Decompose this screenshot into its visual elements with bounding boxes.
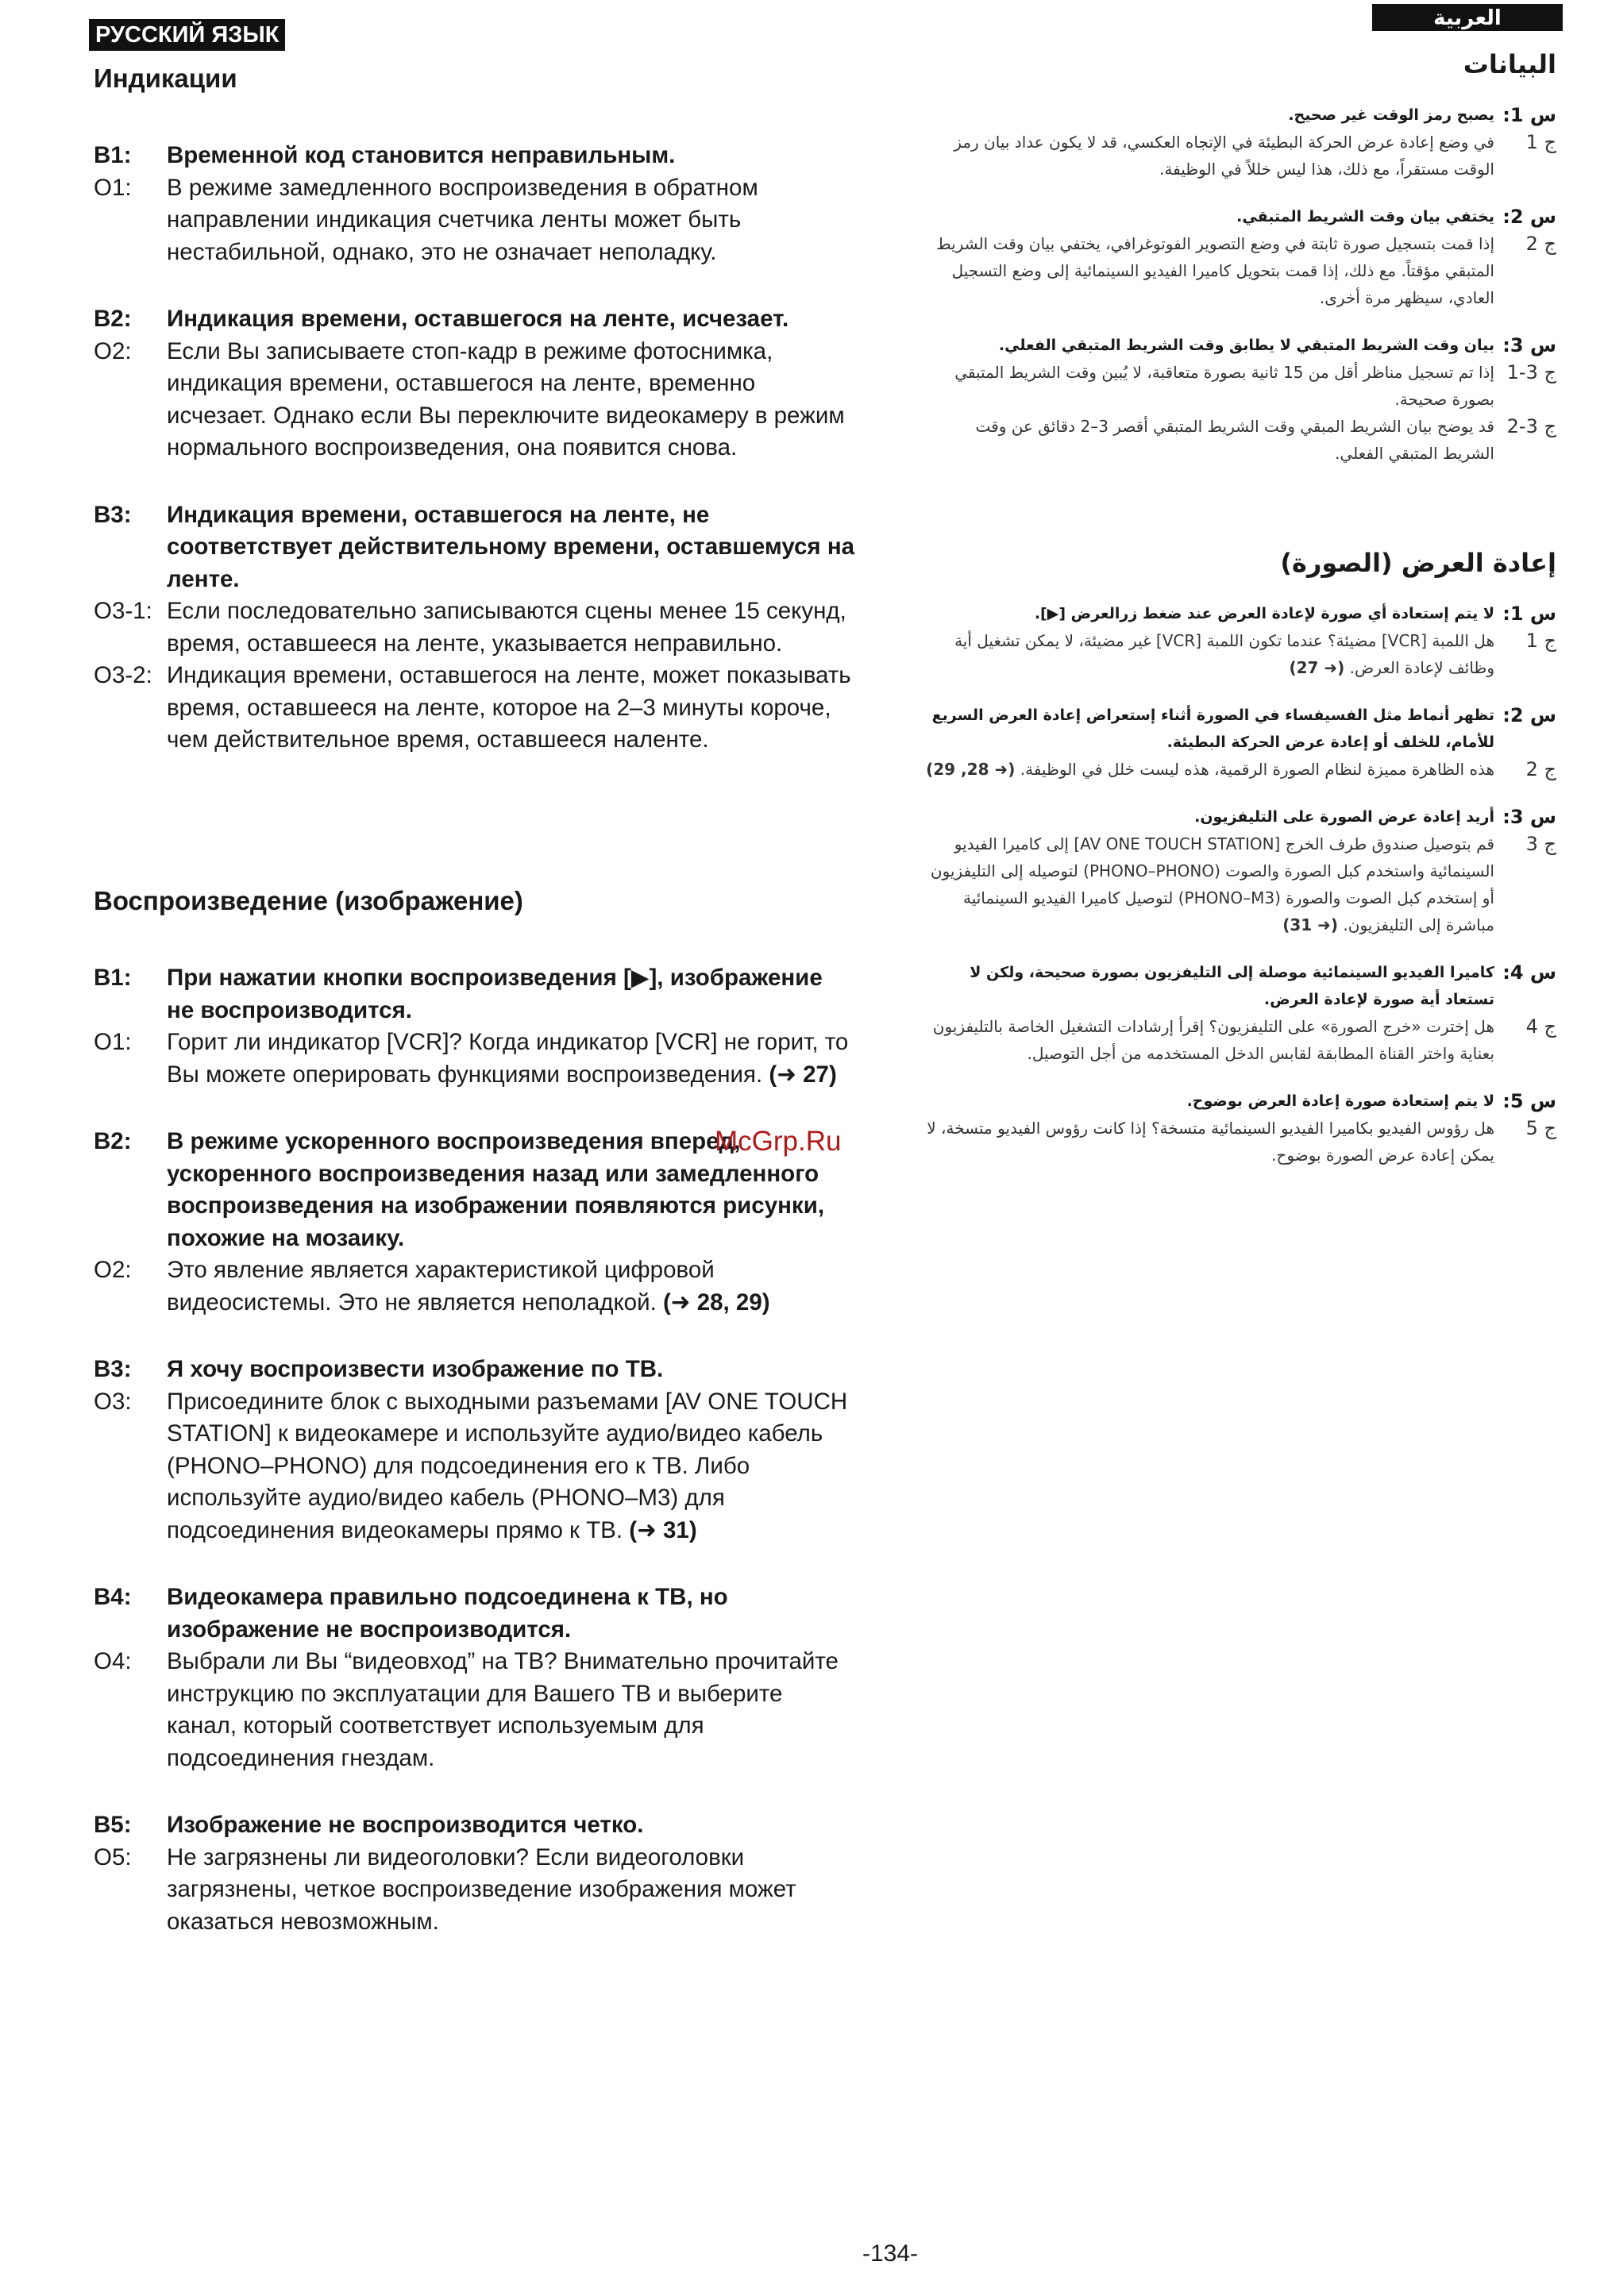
answer-label: О2: [94,337,132,364]
answer-label: ج 3-2 [1506,415,1556,437]
answer-text: هل اللمبة [VCR] مضيئة؟ عندما تكون اللمبة [VCR] غير مضيئة، لا يمكن تشغيل أية وظائف لإعادة العرض. [954,631,1494,677]
answer-label: ج 2 [1525,233,1556,255]
answer-label: О5: [94,1843,132,1870]
answer-label: ج 1 [1525,630,1556,652]
qa-item [94,962,856,1091]
section-title: البيانات [1463,49,1556,79]
page-reference: (➜ 27) [769,1061,837,1088]
answer-text: Это явление является характеристикой цифровой видеосистемы. Это не является неполадкой. [167,1257,715,1316]
answer-text: هل إخترت «خرج الصورة» على التليفزيون؟ إقرأ إرشادات التشغيل الخاصة بالتليفزيون بعناية واختر القناة المطابقة لقابس الدخل المستخدمه من أجل التوصيل. [932,1017,1494,1063]
question-label: В1: [94,965,132,991]
page-reference: (➜ 31) [1282,915,1339,934]
answer-label: ج 3-1 [1506,361,1556,383]
question-text: В режиме ускоренного воспроизведения вперед, ускоренного воспроизведения назад или замедленного воспроизведения на изображении появляются рисунки, похожие на мозаику. [167,1128,825,1251]
answer-label: О1: [94,1029,132,1055]
qa-item [921,102,1556,183]
ru-section-indications [94,64,856,792]
question-text: Я хочу воспроизвести изображение по ТВ. [167,1356,664,1382]
language-tab-arabic: العربية [1372,4,1563,31]
question-label: س 1: [1502,603,1556,625]
answer-text: في وضع إعادة عرض الحركة البطيئة في الإتجاه العكسي، قد لا يكون عداد بيان رمز الوقت مستقراً، مع ذلك، هذا ليس خللاً في الوظيفة. [954,133,1494,179]
question-label: В5: [94,1812,132,1838]
page-reference: (➜ 27) [1289,658,1345,677]
page-reference: (➜ 28, 29) [926,760,1016,779]
answer-label: О3-2: [94,662,152,688]
answer-label: О2: [94,1257,132,1283]
ar-section-indications [921,49,1556,487]
ru-section-playback [94,886,856,1973]
page-reference: (➜ 28, 29) [662,1289,770,1316]
qa-item [94,303,856,464]
question-label: س 4: [1502,961,1556,984]
answer-text: В режиме замедленного воспроизведения в обратном направлении индикация счетчика ленты может быть нестабильной, однако, это не означает неполадку. [167,174,758,265]
question-label: В3: [94,1356,132,1382]
question-text: لا يتم إستعادة صورة إعادة العرض بوضوح. [1186,1092,1494,1110]
question-label: В2: [94,306,132,332]
question-text: Индикация времени, оставшегося на ленте, исчезает. [167,306,789,332]
answer-text: قم بتوصيل صندوق طرف الخرج [AV ONE TOUCH STATION] إلى كاميرا الفيديو السينمائية واستخدم كبل الصورة والصوت (PHONO–PHONO) لتوصيله إلى التليفزيون أو إستخدم كبل الصوت والصورة (PHONO–M3) لتوصيل كاميرا الفيديو السينمائية مباشرة إلى التليفزيون. [930,834,1494,934]
qa-item [921,1088,1556,1169]
qa-item [921,803,1556,938]
section-title: Воспроизведение (изображение) [94,886,523,915]
answer-label: О3: [94,1388,132,1415]
question-text: Изображение не воспроизводится четко. [167,1812,644,1838]
answer-label: О4: [94,1648,132,1674]
answer-label: О3-1: [94,598,152,624]
answer-text: إذا قمت بتسجيل صورة ثابتة في وضع التصوير الفوتوغرافي، يختفي بيان وقت الشريط المتبقي مؤقتاً. مع ذلك، إذا قمت بتحويل كاميرا الفيديو السينمائية إلى وضع التسجيل العادي، سيظهر مرة أخرى. [936,234,1494,307]
section-title: Индикации [94,64,237,93]
question-text: لا يتم إستعادة أي صورة لإعادة العرض عند ضغط زرالعرض [▶]. [1034,605,1494,622]
page-number: -134- [862,2240,919,2267]
answer-text: إذا تم تسجيل مناظر أقل من 15 ثانية بصورة متعاقبة، لا يُبين وقت الشريط المتبقي بصورة صحيحة. [954,363,1494,409]
question-text: Временной код становится неправильным. [167,142,676,168]
question-text: بيان وقت الشريط المتبقي لا يطابق وقت الشريط المتبقي الفعلي. [998,337,1494,354]
qa-item [94,1581,856,1774]
qa-item [921,600,1556,681]
answer-label: ج 3 [1525,833,1556,855]
question-label: س 3: [1502,806,1556,828]
answer-label: ج 2 [1525,758,1556,780]
question-text: Видеокамера правильно подсоединена к ТВ, но изображение не воспроизводится. [167,1584,728,1643]
answer-label: О1: [94,174,132,201]
answer-label: ج 4 [1525,1015,1556,1038]
qa-item [921,203,1556,311]
question-text: تظهر أنماط مثل الفسيفساء في الصورة أثناء إستعراض إعادة العرض السريع للأمام، للخلف أو إعادة عرض الحركة البطيئة. [931,707,1494,751]
qa-item [94,1354,856,1547]
section-title: إعادة العرض (الصورة) [1280,548,1556,578]
qa-item [921,332,1556,467]
answer-text: Если Вы записываете стоп-кадр в режиме фотоснимка, индикация времени, оставшегося на ленте, временно исчезает. Однако если Вы переключите видеокамеру в режим нормального воспроизведения, она появится снова. [167,337,845,460]
answer-text: Если последовательно записываются сцены менее 15 секунд, время, оставшееся на ленте, указывается неправильно. [167,598,846,657]
question-label: س 2: [1502,206,1556,228]
language-tab-russian: РУССКИЙ ЯЗЫК [89,19,285,51]
qa-item [94,499,856,757]
question-text: أريد إعادة عرض الصورة على التليفزيون. [1194,808,1494,826]
answer-label: ج 1 [1525,131,1556,153]
answer-text: Выбрали ли Вы “видеовход” на ТВ? Внимательно прочитайте инструкцию по эксплуатации для Вашего ТВ и выберите канал, который соответствует используемым для подсоединения гнездам. [167,1648,839,1771]
question-text: При нажатии кнопки воспроизведения [▶], изображение не воспроизводится. [167,965,823,1023]
answer-label: ج 5 [1525,1117,1556,1139]
question-label: В4: [94,1584,132,1610]
question-text: يختفي بيان وقت الشريط المتبقي. [1236,208,1494,225]
answer-text: Присоедините блок с выходными разъемами [AV ONE TOUCH STATION] к видеокамере и используйте аудио/видео кабель (PHONO–PHONO) для подсоединения его к ТВ. Либо используйте аудио/видео кабель (PHONO–M3) для подсоединения видеокамеры прямо к ТВ. [167,1388,848,1543]
qa-item [94,1809,856,1938]
question-text: Индикация времени, оставшегося на ленте, не соответствует действительному времени, оставшемуся на ленте. [167,501,855,592]
answer-text: هل رؤوس الفيديو بكاميرا الفيديو السينمائية متسخة؟ إذا كانت رؤوس الفيديو متسخة، لا يمكن إعادة عرض الصورة بوضوح. [927,1119,1494,1165]
answer-text: Горит ли индикатор [VCR]? Когда индикатор [VCR] не горит, то Вы можете оперировать функциями воспроизведения. [167,1029,849,1088]
question-label: В2: [94,1128,132,1154]
watermark: McGrp.Ru [715,1126,842,1157]
answer-text: قد يوضح بيان الشريط المبقي وقت الشريط المتبقي أقصر 3–2 دقائق عن وقت الشريط المتبقي الفعلي. [975,417,1494,463]
answer-text: Не загрязнены ли видеоголовки? Если видеоголовки загрязнены, четкое воспроизведение изображения может оказаться невозможным. [167,1843,796,1935]
question-text: يصبح رمز الوقت غير صحيح. [1288,106,1494,124]
question-text: كاميرا الفيديو السينمائية موصلة إلى التليفزيون بصورة صحيحة، ولكن لا تستعاد أية صورة لإعادة العرض. [970,964,1494,1008]
question-label: س 5: [1502,1090,1556,1112]
question-label: س 2: [1502,704,1556,726]
qa-item [94,140,856,268]
ar-section-playback [921,548,1556,1189]
answer-text: Индикация времени, оставшегося на ленте, может показывать время, оставшееся на ленте, которое на 2–3 минуты короче, чем действительное время, оставшееся наленте. [167,662,851,753]
question-label: В3: [94,501,132,528]
question-label: س 3: [1502,334,1556,356]
question-label: س 1: [1502,104,1556,126]
qa-item [921,959,1556,1067]
page-reference: (➜ 31) [629,1516,697,1543]
question-label: В1: [94,142,132,168]
answer-text: هذه الظاهرة مميزة لنظام الصورة الرقمية، هذه ليست خلل في الوظيفة. [1020,760,1494,779]
qa-item [921,702,1556,783]
